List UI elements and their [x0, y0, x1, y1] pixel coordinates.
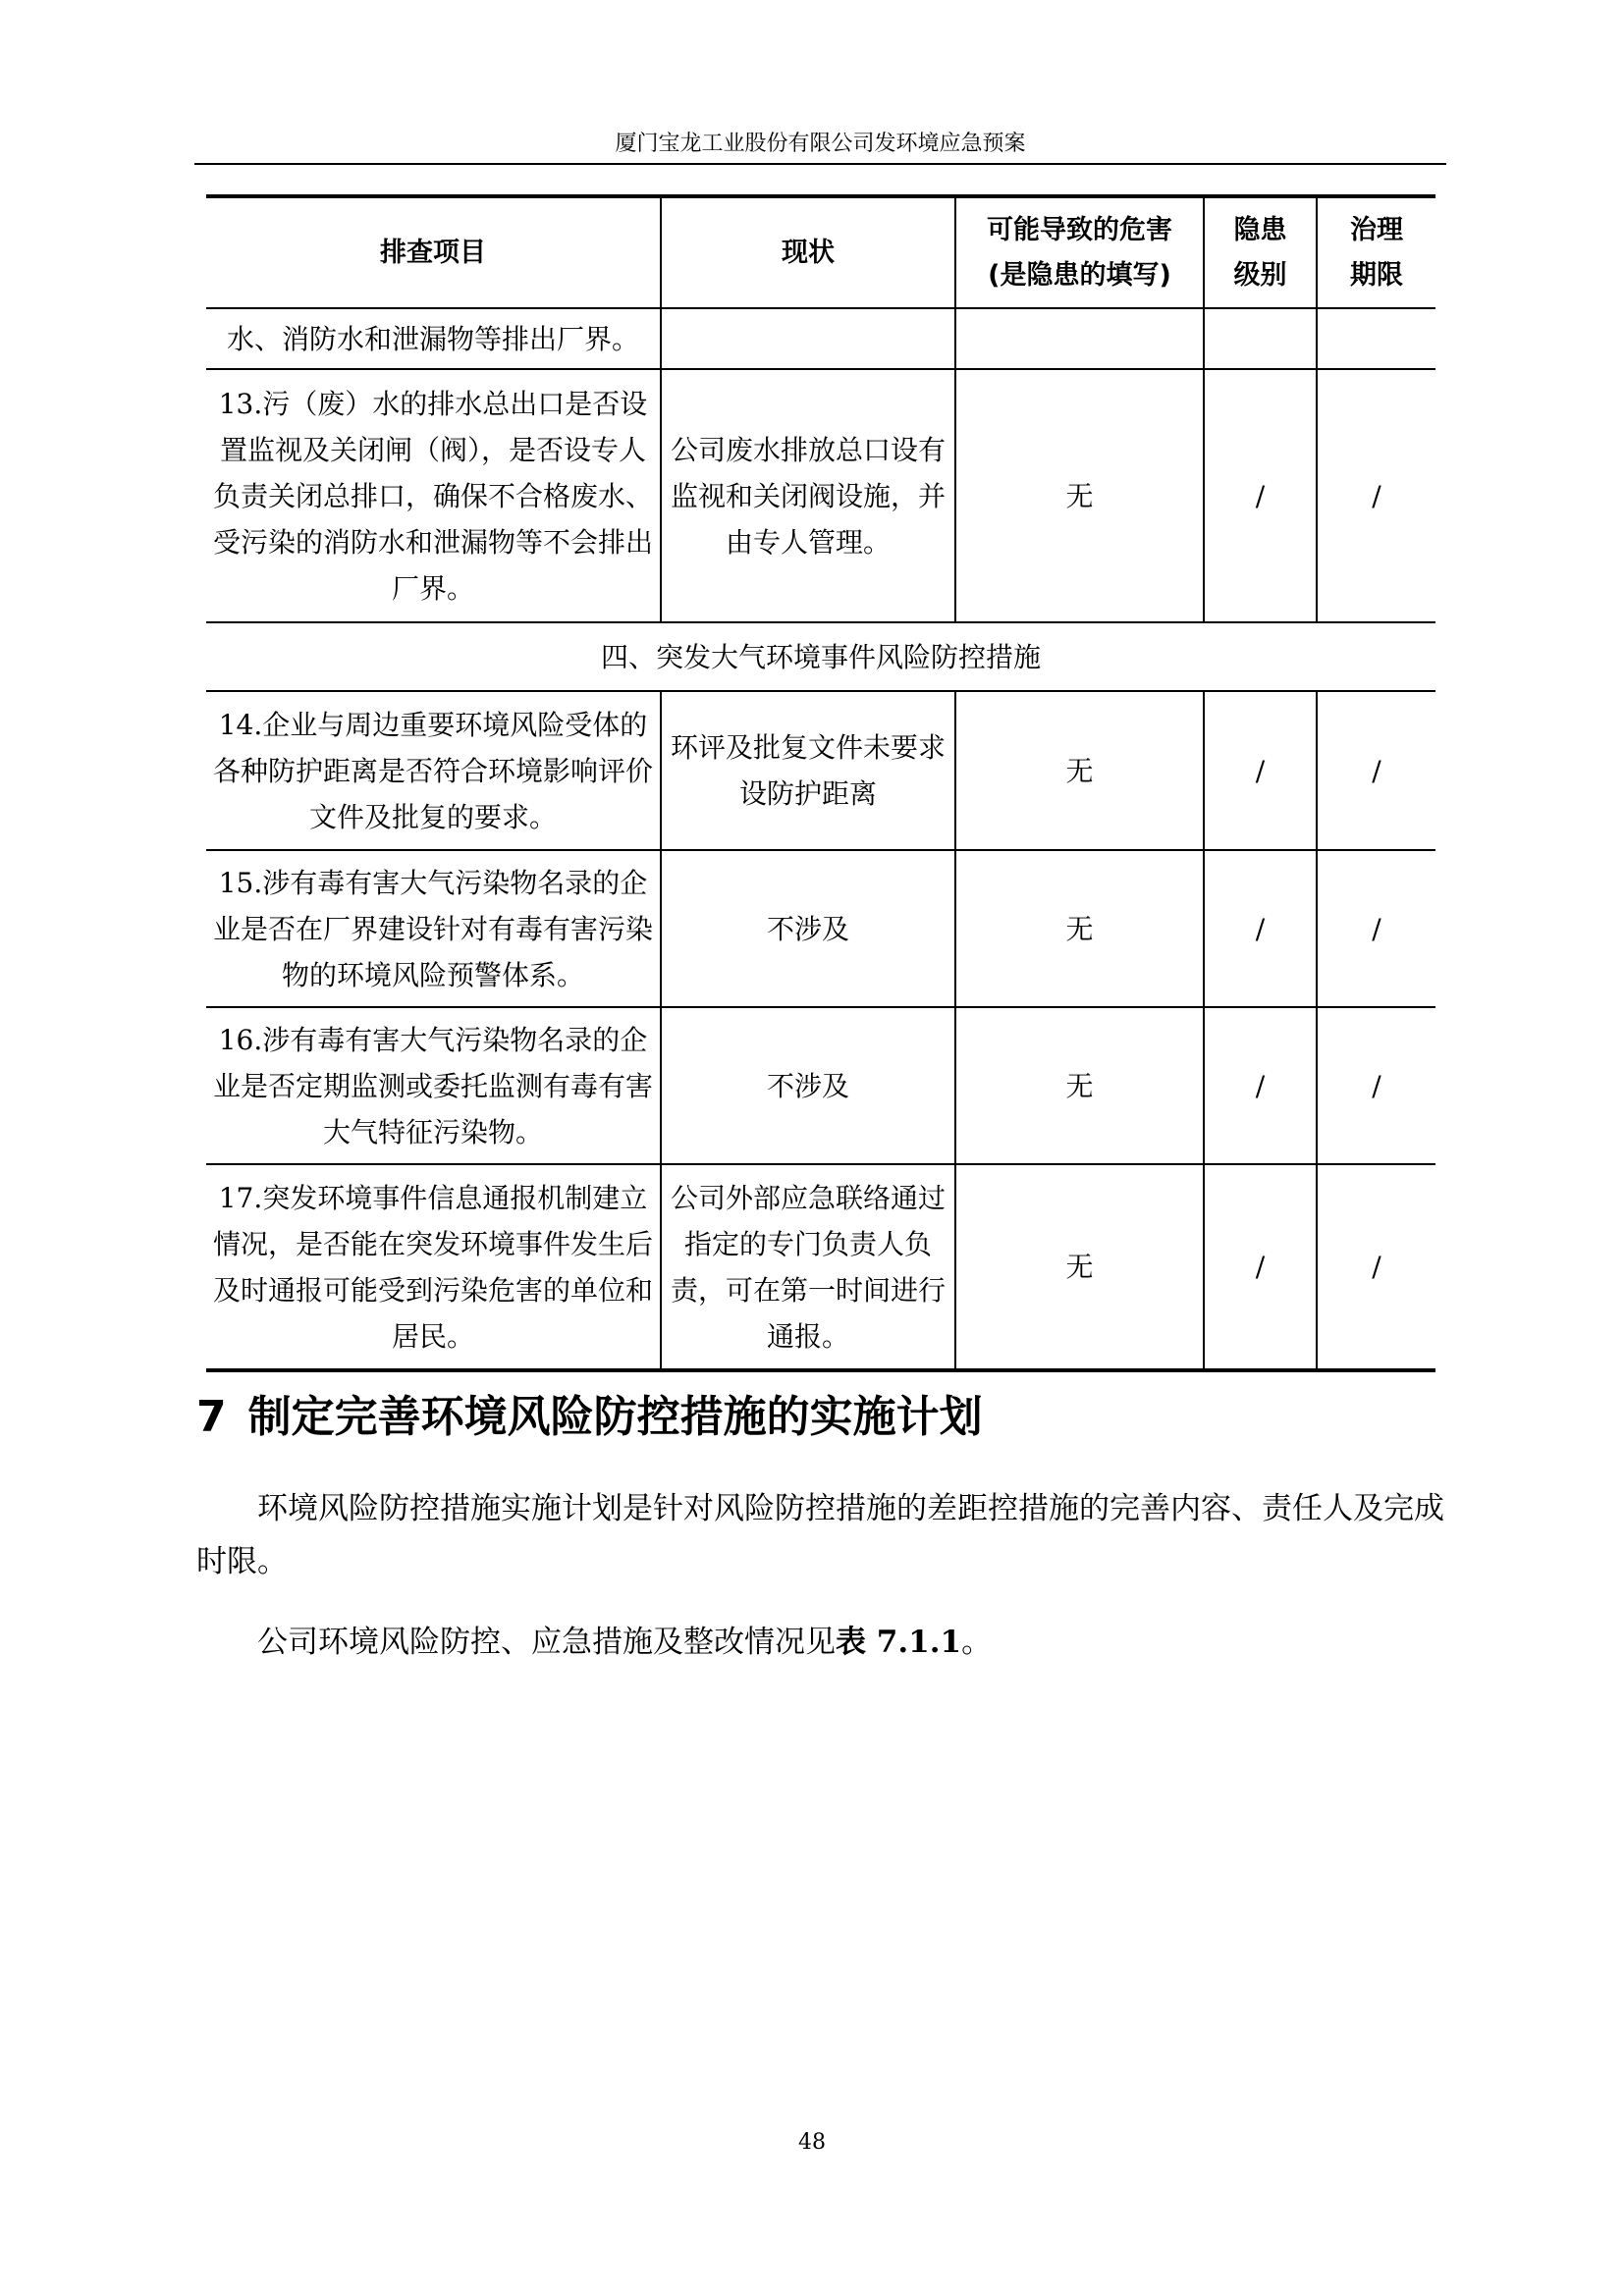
row-level-cell: / [1204, 1164, 1317, 1370]
row-status-cell: 不涉及 [661, 1007, 955, 1164]
row-hazard-cell: 无 [955, 369, 1204, 622]
hazard-check-table [206, 194, 1435, 1372]
row-item-cell: 16.涉有毒有害大气污染物名录的企业是否定期监测或委托监测有毒有害大气特征污染物。 [206, 1007, 661, 1164]
row-status-cell [661, 308, 955, 369]
row-item-cell: 水、消防水和泄漏物等排出厂界。 [206, 308, 661, 369]
col-header-hazard-line2: (是隐患的填写) [988, 259, 1171, 291]
col-header-hazard-line1: 可能导致的危害 [987, 214, 1172, 245]
row-deadline-cell: / [1317, 1164, 1435, 1370]
row-item-cell: 17.突发环境事件信息通报机制建立情况，是否能在突发环境事件发生后及时通报可能受到污染危害的单位和居民。 [206, 1164, 661, 1370]
col-header-level-line2: 级别 [1233, 259, 1287, 291]
table-section-row [206, 622, 1435, 691]
page-header: 厦门宝龙工业股份有限公司发环境应急预案 [615, 132, 1026, 156]
row-hazard-cell: 无 [955, 691, 1204, 850]
body-paragraph: 环境风险防控措施实施计划是针对风险防控措施的差距控措施的完善内容、责任人及完成时限。 [196, 1491, 1444, 1579]
table-reference: 表 7.1.1 [836, 1625, 962, 1660]
row-level-cell: / [1204, 691, 1317, 850]
section-heading [196, 1388, 983, 1447]
page-number: 48 [798, 2130, 826, 2155]
table-row [206, 1007, 1435, 1164]
row-deadline-cell: / [1317, 850, 1435, 1007]
section-heading-cell: 四、突发大气环境事件风险防控措施 [206, 622, 1435, 691]
paragraph-end: 。 [961, 1625, 993, 1660]
row-level-cell: / [1204, 850, 1317, 1007]
row-level-cell [1204, 308, 1317, 369]
section-number: 7 [196, 1392, 227, 1442]
table-row [206, 1164, 1435, 1370]
col-header-level-line1: 隐患 [1233, 214, 1287, 245]
header-rule [194, 163, 1446, 165]
row-hazard-cell: 无 [955, 1007, 1204, 1164]
table-header-row [206, 196, 1435, 308]
table-row [206, 691, 1435, 850]
row-status-cell: 环评及批复文件未要求设防护距离 [661, 691, 955, 850]
row-hazard-cell: 无 [955, 850, 1204, 1007]
row-status-cell: 不涉及 [661, 850, 955, 1007]
row-level-cell: / [1204, 1007, 1317, 1164]
paragraph-text: 公司环境风险防控、应急措施及整改情况见 [257, 1625, 836, 1660]
col-header-deadline [1317, 196, 1435, 308]
col-header-item: 排查项目 [206, 196, 661, 308]
row-hazard-cell [955, 308, 1204, 369]
row-status-cell: 公司废水排放总口设有监视和关闭阀设施，并由专人管理。 [661, 369, 955, 622]
col-header-level [1204, 196, 1317, 308]
row-deadline-cell: / [1317, 369, 1435, 622]
col-header-status: 现状 [661, 196, 955, 308]
row-level-cell: / [1204, 369, 1317, 622]
row-deadline-cell [1317, 308, 1435, 369]
row-status-cell: 公司外部应急联络通过指定的专门负责人负责，可在第一时间进行通报。 [661, 1164, 955, 1370]
row-item-cell: 15.涉有毒有害大气污染物名录的企业是否在厂界建设针对有毒有害污染物的环境风险预警体系。 [206, 850, 661, 1007]
section-title-text: 制定完善环境风险防控措施的实施计划 [247, 1392, 983, 1442]
col-header-hazard [955, 196, 1204, 308]
row-item-cell: 13.污（废）水的排水总出口是否设置监视及关闭闸（阀），是否设专人负责关闭总排口，确保不合格废水、受污染的消防水和泄漏物等不会排出厂界。 [206, 369, 661, 622]
row-hazard-cell: 无 [955, 1164, 1204, 1370]
table-row [206, 850, 1435, 1007]
row-deadline-cell: / [1317, 1007, 1435, 1164]
body-paragraph-reference [196, 1616, 1448, 1669]
row-deadline-cell: / [1317, 691, 1435, 850]
col-header-deadline-line2: 期限 [1350, 259, 1403, 291]
row-item-cell: 14.企业与周边重要环境风险受体的各种防护距离是否符合环境影响评价文件及批复的要求。 [206, 691, 661, 850]
table-row [206, 308, 1435, 369]
col-header-deadline-line1: 治理 [1350, 214, 1403, 245]
table-row [206, 369, 1435, 622]
